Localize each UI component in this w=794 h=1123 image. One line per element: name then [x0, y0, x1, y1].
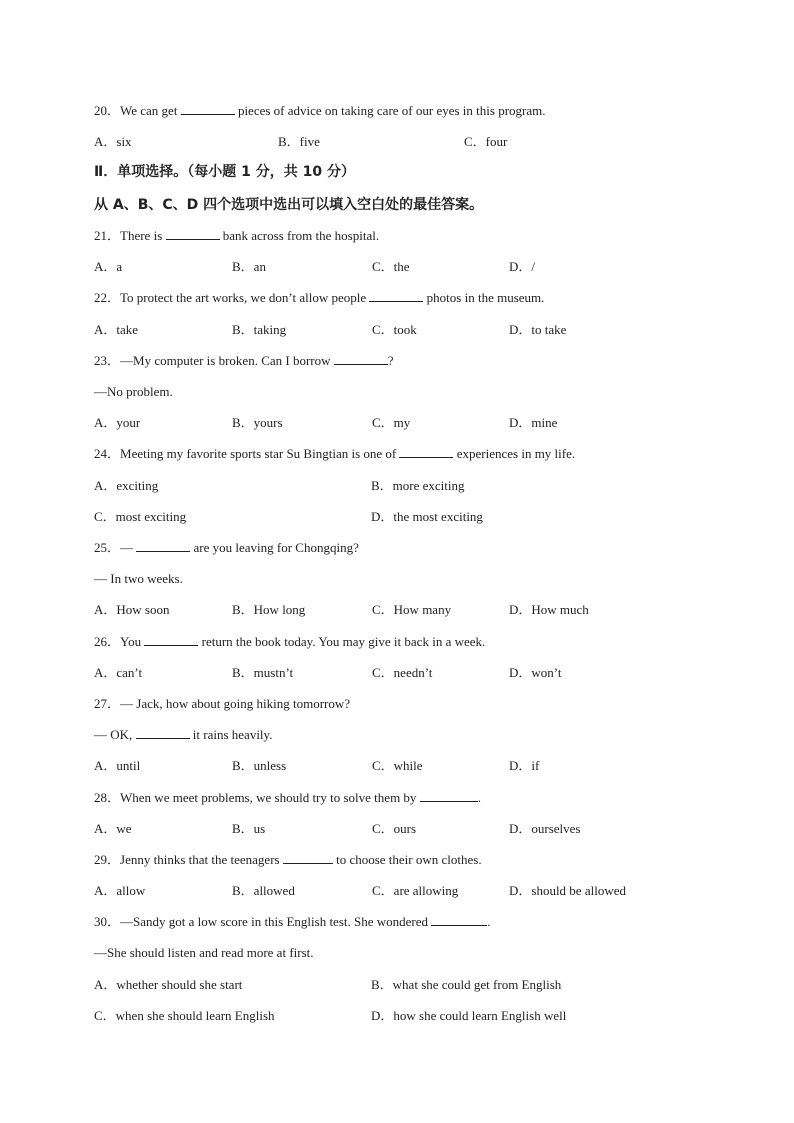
option-c: C．are allowing — [372, 883, 459, 898]
dialogue-reply — [94, 727, 272, 743]
option-b: B．five — [278, 134, 320, 149]
answer-blank — [334, 353, 388, 365]
question-text: When we meet problems, we should try to solve them by — [120, 790, 420, 805]
option-a: A．until — [94, 758, 141, 773]
option-c: C．ours — [372, 821, 417, 836]
answer-blank — [369, 290, 423, 302]
option-a: A．can’t — [94, 665, 143, 680]
question-text: . — [477, 790, 481, 805]
option-a: A．we — [94, 821, 132, 836]
question-text: — — [120, 540, 137, 555]
answer-blank — [181, 103, 235, 115]
option-b: B．more exciting — [371, 478, 465, 493]
option-a: A．allow — [94, 883, 146, 898]
option-d: D．how she could learn English well — [371, 1008, 567, 1023]
question-text: Meeting my favorite sports star Su Bingtian is one of — [120, 446, 400, 461]
question-text: bank across from the hospital. — [219, 228, 380, 243]
question-number: 23． — [94, 353, 121, 368]
option-b: B．what she could get from English — [371, 977, 562, 992]
question-number: 25． — [94, 540, 121, 555]
question-number: 21． — [94, 228, 121, 243]
option-c: C．took — [372, 322, 417, 337]
question-text: pieces of advice on taking care of our eyes in this program. — [234, 103, 546, 118]
option-a: A．take — [94, 322, 139, 337]
question-text: We can get — [120, 103, 181, 118]
option-d: D．to take — [509, 322, 567, 337]
question-text: You — [120, 634, 145, 649]
option-d: D．ourselves — [509, 821, 581, 836]
question-text: . — [487, 914, 491, 929]
option-c: C．my — [372, 415, 411, 430]
question-number: 29． — [94, 852, 121, 867]
option-b: B．yours — [232, 415, 283, 430]
question-28 — [94, 790, 481, 806]
question-number: 22． — [94, 290, 121, 305]
option-d: D．won’t — [509, 665, 562, 680]
section-instruction: 从 A、B、C、D 四个选项中选出可以填入空白处的最佳答案。 — [94, 197, 484, 213]
answer-blank — [431, 914, 487, 926]
section-title: Ⅱ．单项选择。（每小题 1 分，共 10 分） — [94, 164, 355, 180]
option-b: B．us — [232, 821, 266, 836]
option-c: C．needn’t — [372, 665, 433, 680]
option-a: A．whether should she start — [94, 977, 243, 992]
question-21 — [94, 228, 379, 244]
question-20 — [94, 103, 546, 119]
option-c: C．while — [372, 758, 423, 773]
question-number: 24． — [94, 446, 121, 461]
question-text: —Sandy got a low score in this English test. She wondered — [120, 914, 432, 929]
reply-text: — OK, — [94, 727, 136, 742]
question-text: —My computer is broken. Can I borrow — [120, 353, 334, 368]
question-24 — [94, 446, 575, 462]
option-a: A．six — [94, 134, 132, 149]
answer-blank — [144, 634, 198, 646]
question-number: 27． — [94, 696, 121, 711]
answer-blank — [283, 852, 333, 864]
option-d: D．if — [509, 758, 540, 773]
dialogue-reply: —She should listen and read more at first. — [94, 945, 314, 960]
reply-text: it rains heavily. — [189, 727, 273, 742]
question-26 — [94, 634, 485, 650]
question-30 — [94, 914, 491, 930]
option-b: B．taking — [232, 322, 287, 337]
option-b: B．unless — [232, 758, 287, 773]
option-d: D．How much — [509, 602, 589, 617]
question-29 — [94, 852, 482, 868]
question-text: photos in the museum. — [423, 290, 545, 305]
answer-blank — [136, 540, 190, 552]
question-text: return the book today. You may give it back in a week. — [198, 634, 486, 649]
option-a: A．How soon — [94, 602, 170, 617]
option-c: C．when she should learn English — [94, 1008, 275, 1023]
option-b: B．mustn’t — [232, 665, 294, 680]
option-c: C．most exciting — [94, 509, 187, 524]
option-b: B．an — [232, 259, 266, 274]
option-d: D．the most exciting — [371, 509, 483, 524]
question-25 — [94, 540, 359, 556]
option-b: B．allowed — [232, 883, 295, 898]
answer-blank — [399, 446, 453, 458]
question-number: 30． — [94, 914, 121, 929]
question-text: — Jack, how about going hiking tomorrow? — [120, 696, 351, 711]
dialogue-reply: — In two weeks. — [94, 571, 183, 586]
question-text: Jenny thinks that the teenagers — [120, 852, 283, 867]
option-d: D．/ — [509, 259, 536, 274]
question-text: ? — [387, 353, 394, 368]
question-text: To protect the art works, we don’t allow people — [120, 290, 370, 305]
option-b: B．How long — [232, 602, 306, 617]
question-23 — [94, 353, 394, 369]
question-text: There is — [120, 228, 166, 243]
answer-blank — [166, 228, 220, 240]
option-c: C．How many — [372, 602, 452, 617]
question-number: 26． — [94, 634, 121, 649]
option-a: A．a — [94, 259, 123, 274]
question-text: experiences in my life. — [453, 446, 576, 461]
option-a: A．your — [94, 415, 141, 430]
option-d: D．mine — [509, 415, 558, 430]
dialogue-reply: —No problem. — [94, 384, 173, 399]
question-text: are you leaving for Chongqing? — [190, 540, 359, 555]
option-c: C．four — [464, 134, 508, 149]
answer-blank — [136, 727, 190, 739]
answer-blank — [420, 790, 478, 802]
question-27 — [94, 696, 350, 712]
option-c: C．the — [372, 259, 410, 274]
question-22 — [94, 290, 544, 306]
option-a: A．exciting — [94, 478, 159, 493]
question-number: 20． — [94, 103, 121, 118]
question-text: to choose their own clothes. — [332, 852, 482, 867]
option-d: D．should be allowed — [509, 883, 626, 898]
question-number: 28． — [94, 790, 121, 805]
